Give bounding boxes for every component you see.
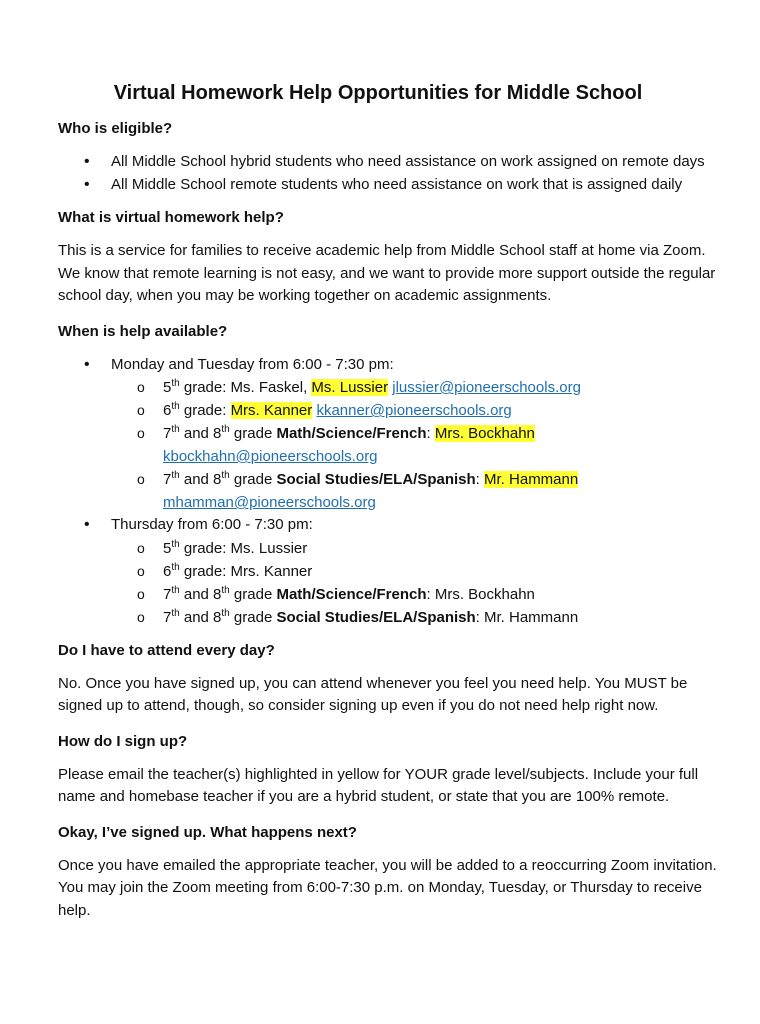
attend-paragraph: No. Once you have signed up, you can attend whenever you feel you need help. You MUST be signed up to attend, though, so consider signing up even if you do not need help right now. xyxy=(58,674,688,714)
list-item: o 6th grade: Mrs. Kanner kkanner@pioneerschools.org xyxy=(111,399,720,422)
list-item: o 5th grade: Ms. Lussier xyxy=(111,537,720,560)
signup-heading: How do I sign up? xyxy=(58,732,188,750)
schedule-thu xyxy=(58,514,720,629)
email-link[interactable]: mhamman@pioneerschools.org xyxy=(163,494,376,511)
list-item: o 7th and 8th grade Social Studies/ELA/Spanish: Mr. Hammann xyxy=(111,606,720,629)
schedule-list xyxy=(58,354,720,629)
schedule-mon-tue xyxy=(58,354,720,515)
list-item: o 7th and 8th grade Math/Science/French: Mrs. Bockhahn kbockhahn@pioneerschools.org xyxy=(111,422,720,468)
what-heading: What is virtual homework help? xyxy=(58,209,284,226)
page-title: Virtual Homework Help Opportunities for Middle School xyxy=(113,82,643,104)
mon-tue-grades xyxy=(111,376,720,514)
email-link[interactable]: jlussier@pioneerschools.org xyxy=(392,379,581,396)
attend-heading: Do I have to attend every day? xyxy=(58,641,275,659)
when-heading: When is help available? xyxy=(58,322,228,340)
thu-grades xyxy=(111,537,720,629)
list-item: • All Middle School remote students who need assistance on work that is assigned daily xyxy=(58,174,720,197)
list-item: o 5th grade: Ms. Faskel, Ms. Lussier jlussier@pioneerschools.org xyxy=(111,376,720,399)
next-heading: Okay, I’ve signed up. What happens next? xyxy=(58,823,357,841)
email-link[interactable]: kkanner@pioneerschools.org xyxy=(316,402,512,419)
list-item: • All Middle School hybrid students who need assistance on work assigned on remote days xyxy=(58,151,720,174)
email-link[interactable]: kbockhahn@pioneerschools.org xyxy=(163,448,378,465)
mon-tue-label: Monday and Tuesday from 6:00 - 7:30 pm: xyxy=(111,355,394,373)
eligible-list xyxy=(58,151,720,196)
highlighted-teacher: Mrs. Bockhahn xyxy=(434,425,535,442)
list-item: o 6th grade: Mrs. Kanner xyxy=(111,560,720,583)
signup-paragraph: Please email the teacher(s) highlighted in yellow for YOUR grade level/subjects. Include your full name and homebase teacher if you are a hybrid student, or state that you are 100% remote. xyxy=(58,765,699,805)
next-paragraph: Once you have emailed the appropriate teacher, you will be added to a reoccurring Zoom invitation. You may join the Zoom meeting from 6:00-7:30 p.m. on Monday, Tuesday, or Thursday to receive help. xyxy=(58,856,717,919)
list-item: o 7th and 8th grade Social Studies/ELA/Spanish: Mr. Hammann mhamman@pioneerschools.org xyxy=(111,468,720,514)
thu-label: Thursday from 6:00 - 7:30 pm: xyxy=(111,516,313,533)
list-item: o 7th and 8th grade Math/Science/French: Mrs. Bockhahn xyxy=(111,583,720,606)
highlighted-teacher: Mr. Hammann xyxy=(484,471,579,488)
eligible-heading: Who is eligible? xyxy=(58,120,173,137)
what-paragraph: This is a service for families to receive academic help from Middle School staff at home via Zoom. We know that remote learning is not easy, and we want to provide more support outside the regular school day, when you may be working together on academic assignments. xyxy=(58,242,716,304)
highlighted-teacher: Ms. Lussier xyxy=(311,379,389,396)
highlighted-teacher: Mrs. Kanner xyxy=(230,402,313,419)
